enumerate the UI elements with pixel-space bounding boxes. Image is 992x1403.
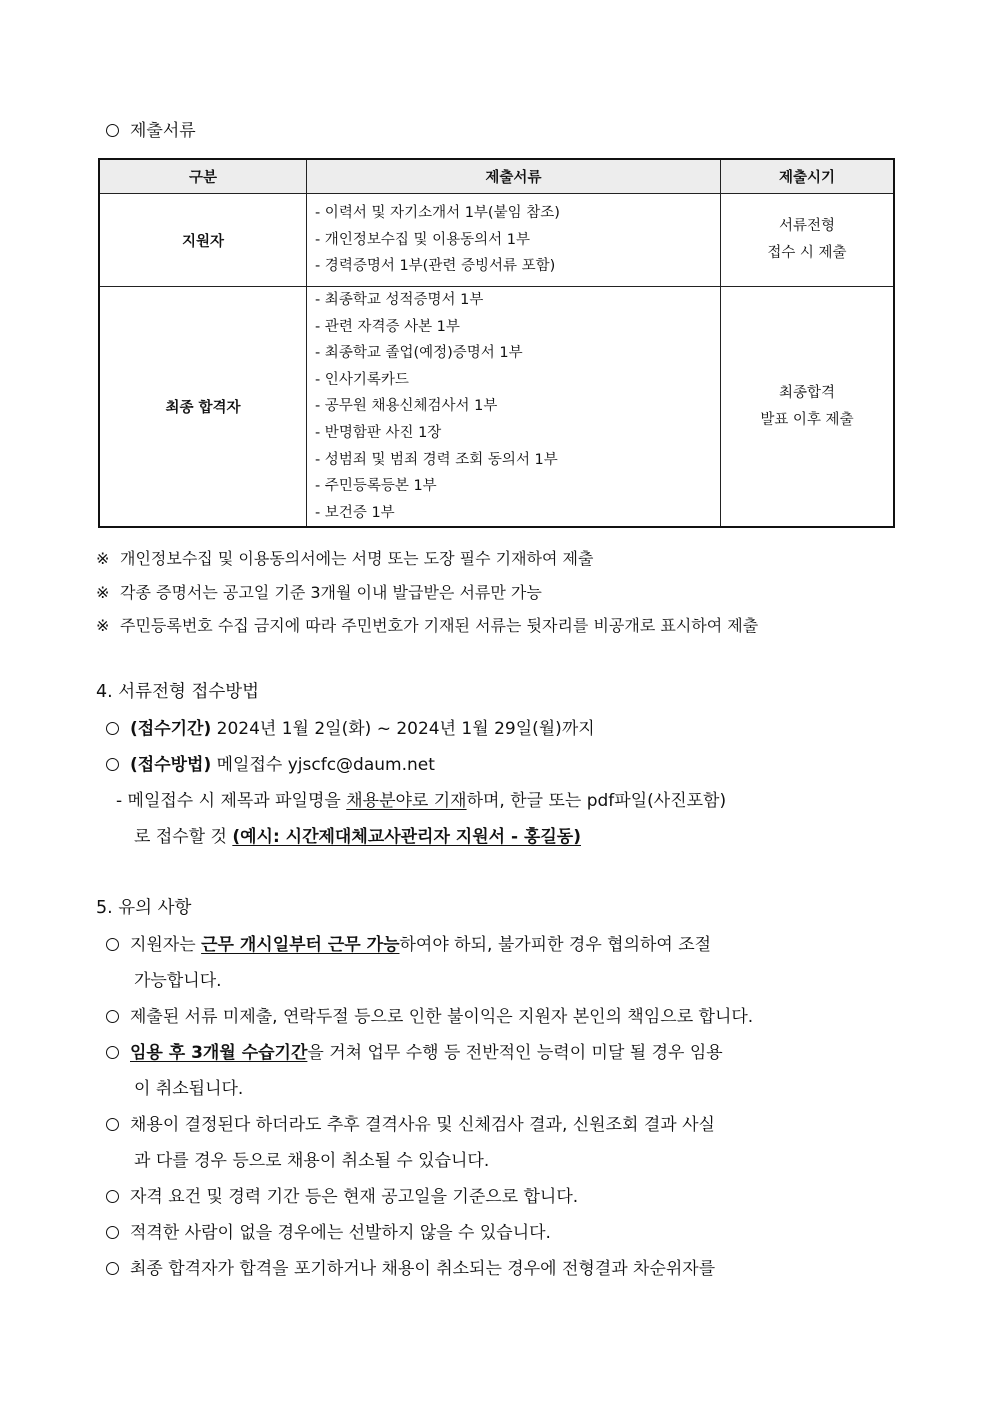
table-row [99,194,894,287]
note-item: ※ 주민등록번호 수집 금지에 따라 주민번호가 기재된 서류는 뒷자리를 비공개로 표시하여 제출 [96,616,759,635]
caution-item: 최종 합격자가 합격을 포기하거나 채용이 취소되는 경우에 전형결과 차순위자를 [106,1254,715,1279]
row-timing: 서류전형 접수 시 제출 [720,194,894,287]
table-header-row [99,159,894,194]
list-item: - 이력서 및 자기소개서 1부(붙임 참조) [314,205,560,222]
section5-title: 5. 유의 사항 [96,898,192,918]
row-timing: 최종합격 발표 이후 제출 [720,287,894,528]
method-detail-cont: 로 접수할 것 (예시: 시간제대체교사관리자 지원서 - 홍길동) [134,827,581,847]
table-row [99,287,894,528]
circle-bullet-icon [106,1010,119,1023]
circle-bullet-icon [106,124,119,137]
header-documents: 제출서류 [306,159,720,194]
caution-item: 지원자는 근무 개시일부터 근무 가능하여야 하되, 불가피한 경우 협의하여 조절 [106,930,711,955]
caution-item: 채용이 결정된다 하더라도 추후 결격사유 및 신체검사 결과, 신원조회 결과 사실 [106,1110,715,1135]
circle-bullet-icon [106,1118,119,1131]
application-period: (접수기간) 2024년 1월 2일(화) ~ 2024년 1월 29일(월)까지 [106,714,595,739]
circle-bullet-icon [106,1262,119,1275]
method-detail: - 메일접수 시 제목과 파일명을 채용분야로 기재하며, 한글 또는 pdf파일(사진포함) [116,791,727,811]
list-item: - 최종학교 성적증명서 1부 [314,292,484,308]
note-item: ※ 각종 증명서는 공고일 기준 3개월 이내 발급받은 서류만 가능 [96,583,542,602]
reference-mark-icon: ※ [96,616,110,635]
header-category: 구분 [99,159,306,194]
reference-mark-icon: ※ [96,583,110,602]
application-method: (접수방법) 메일접수 yjscfc@daum.net [106,750,435,775]
list-item: - 공무원 채용신체검사서 1부 [314,398,498,415]
row-category: 최종 합격자 [99,287,306,528]
list-item: - 주민등록등본 1부 [314,478,437,495]
reference-mark-icon: ※ [96,549,110,568]
circle-bullet-icon [106,758,119,771]
caution-item: 임용 후 3개월 수습기간을 거쳐 업무 수행 등 전반적인 능력이 미달 될 경우 임용 [106,1038,723,1063]
circle-bullet-icon [106,722,119,735]
submission-docs-table [98,158,895,528]
list-item: - 최종학교 졸업(예정)증명서 1부 [314,345,523,362]
circle-bullet-icon [106,1226,119,1239]
list-item: - 인사기록카드 [314,371,409,388]
row-items [306,194,720,287]
header-timing: 제출시기 [720,159,894,194]
note-item: ※ 개인정보수집 및 이용동의서에는 서명 또는 도장 필수 기재하여 제출 [96,549,594,568]
list-item: - 관련 자격증 사본 1부 [314,318,460,335]
circle-bullet-icon [106,1046,119,1059]
caution-item: 적격한 사람이 없을 경우에는 선발하지 않을 수 있습니다. [106,1218,551,1243]
list-item: - 성범죄 및 범죄 경력 조회 동의서 1부 [314,451,558,468]
list-item: - 반명함판 사진 1장 [314,424,442,441]
caution-item: 자격 요건 및 경력 기간 등은 현재 공고일을 기준으로 합니다. [106,1182,578,1207]
caution-item-cont: 가능합니다. [134,971,222,991]
caution-item: 제출된 서류 미제출, 연락두절 등으로 인한 불이익은 지원자 본인의 책임으로 합니다. [106,1002,753,1027]
row-category: 지원자 [99,194,306,287]
caution-item-cont: 과 다를 경우 등으로 채용이 취소될 수 있습니다. [134,1151,490,1171]
circle-bullet-icon [106,938,119,951]
caution-item-cont: 이 취소됩니다. [134,1079,244,1099]
list-item: - 개인정보수집 및 이용동의서 1부 [314,231,530,248]
section4-title: 4. 서류전형 접수방법 [96,682,260,702]
list-item: - 보건증 1부 [314,504,395,521]
list-item: - 경력증명서 1부(관련 증빙서류 포함) [314,258,556,275]
submission-docs-label: 제출서류 [106,116,196,141]
row-items [306,287,720,528]
filename-example: (예시: 시간제대체교사관리자 지원서 - 홍길동) [232,827,581,847]
circle-bullet-icon [106,1190,119,1203]
